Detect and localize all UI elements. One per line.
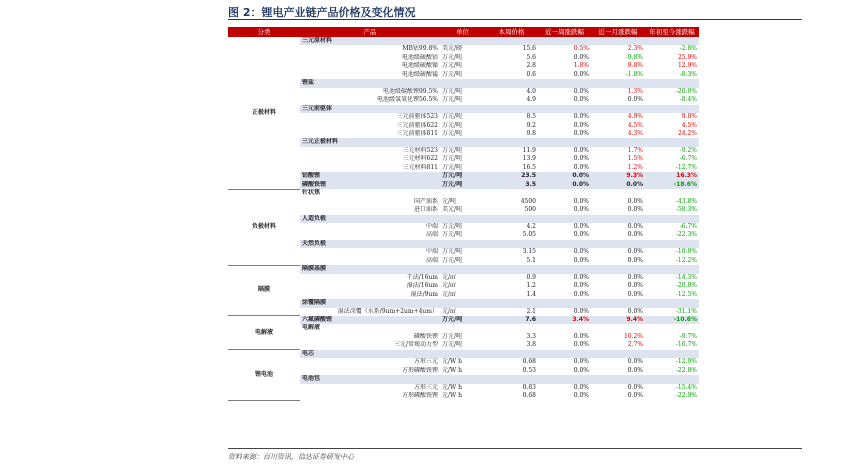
product-cell: 进口油系 xyxy=(413,206,438,214)
month-change-cell: 4.9% xyxy=(627,113,643,121)
product-cell: 锂盐 xyxy=(300,79,440,87)
week-change-cell: 0.0% xyxy=(573,383,589,391)
unit-cell: 万元/吨 xyxy=(442,231,463,239)
month-change-cell: 0.0% xyxy=(627,96,643,104)
price-cell xyxy=(485,37,538,45)
product-cell: 三元材料622 xyxy=(402,155,438,163)
month-change-cell: 1.5% xyxy=(627,155,643,163)
header-month-change: 近一月涨跌幅 xyxy=(591,27,645,37)
product-cell: 三元前驱体523 xyxy=(396,113,438,121)
week-change-cell xyxy=(538,299,591,307)
unit-cell: 万元/吨 xyxy=(442,87,463,95)
ytd-change-cell: -22.3% xyxy=(675,231,697,239)
price-cell: 11.9 xyxy=(522,146,536,154)
price-cell: 0.53 xyxy=(522,366,536,374)
unit-cell: 元/W h xyxy=(442,358,462,366)
product-cell: 天然负极 xyxy=(300,240,440,248)
unit-cell: 万元/吨 xyxy=(442,121,463,129)
month-change-cell: 0.0% xyxy=(627,273,643,281)
ytd-change-cell: -6.7% xyxy=(679,222,697,230)
month-change-cell xyxy=(591,375,645,383)
price-cell: 0.6 xyxy=(526,70,536,78)
price-cell: 9.2 xyxy=(526,121,536,129)
month-change-cell: 1.7% xyxy=(627,146,643,154)
ytd-change-cell: 4.5% xyxy=(681,121,697,129)
price-cell: 4500 xyxy=(520,197,536,205)
week-change-cell: 0.0% xyxy=(573,307,589,315)
price-cell: 3.5 xyxy=(485,181,538,189)
price-cell: 2.8 xyxy=(526,62,536,70)
week-change-cell: 0.0% xyxy=(573,197,589,205)
price-cell: 15.6 xyxy=(522,45,536,53)
week-change-cell: 0.0% xyxy=(573,222,589,230)
week-change-cell: 0.5% xyxy=(573,45,589,53)
price-cell: 5.6 xyxy=(526,53,536,61)
product-cell: 三元/常规动力型 xyxy=(393,341,438,349)
price-cell xyxy=(485,240,538,248)
category-cell: 负极材料 xyxy=(228,189,300,265)
unit-cell: 万元/吨 xyxy=(440,181,485,189)
month-change-cell: 0.0% xyxy=(627,392,643,400)
week-change-cell: 0.0% xyxy=(573,341,589,349)
price-table xyxy=(228,27,699,401)
price-cell: 13.9 xyxy=(522,155,536,163)
ytd-change-cell: 16.3% xyxy=(645,172,699,180)
figure-title: 图 2：锂电产业链产品价格及变化情况 xyxy=(228,6,416,19)
price-cell: 1.4 xyxy=(526,290,536,298)
ytd-change-cell xyxy=(645,265,699,273)
price-cell: 9.8 xyxy=(526,129,536,137)
price-cell xyxy=(485,189,538,197)
product-cell: 磷酸铁锂 xyxy=(300,181,440,189)
ytd-change-cell: -16.7% xyxy=(675,341,697,349)
product-cell: 人造负极 xyxy=(300,215,440,223)
week-change-cell: 0.0% xyxy=(573,273,589,281)
unit-cell xyxy=(440,265,485,273)
month-change-cell: 0.0% xyxy=(627,248,643,256)
month-change-cell: 0.0% xyxy=(627,290,643,298)
product-cell: 干法/16um xyxy=(406,273,438,281)
table-subheader-row xyxy=(228,265,699,273)
week-change-cell: 0.0% xyxy=(573,70,589,78)
month-change-cell: 1.2% xyxy=(627,163,643,171)
unit-cell: 万元/吨 xyxy=(442,155,463,163)
product-cell: 涂覆隔膜 xyxy=(300,299,440,307)
ytd-change-cell xyxy=(645,215,699,223)
month-change-cell xyxy=(591,105,645,113)
category-cell: 隔膜 xyxy=(228,265,300,316)
unit-cell: 万元/吨 xyxy=(442,53,463,61)
table-body xyxy=(228,37,699,400)
product-cell: 三元前驱体811 xyxy=(396,129,438,137)
ytd-change-cell xyxy=(645,375,699,383)
month-change-cell xyxy=(591,215,645,223)
ytd-change-cell: 12.9% xyxy=(677,62,697,70)
price-cell xyxy=(485,265,538,273)
ytd-change-cell xyxy=(645,37,699,45)
unit-cell: 元/㎡ xyxy=(442,282,457,290)
product-cell: 电池级硫酸锰 xyxy=(401,70,438,78)
price-cell xyxy=(485,324,538,332)
week-change-cell xyxy=(538,138,591,146)
unit-cell: 元/㎡ xyxy=(442,290,457,298)
price-cell: 23.5 xyxy=(485,172,538,180)
month-change-cell: 0.0% xyxy=(591,181,645,189)
week-change-cell: 0.0% xyxy=(573,129,589,137)
price-cell: 2.1 xyxy=(526,307,536,315)
product-cell: 高端 xyxy=(425,231,438,239)
month-change-cell: 4.3% xyxy=(627,129,643,137)
unit-cell: 元/W h xyxy=(442,383,462,391)
product-cell: 三元前驱体622 xyxy=(396,121,438,129)
ytd-change-cell xyxy=(645,105,699,113)
header-price: 本周价格 xyxy=(485,27,538,37)
month-change-cell: 0.0% xyxy=(627,256,643,264)
week-change-cell xyxy=(538,79,591,87)
week-change-cell xyxy=(538,324,591,332)
week-change-cell: 0.0% xyxy=(573,392,589,400)
product-cell: 三元原材料 xyxy=(300,37,440,45)
category-cell: 锂电池 xyxy=(228,350,300,401)
product-cell: 磷酸铁锂 xyxy=(413,332,438,340)
unit-cell: 万元/吨 xyxy=(442,256,463,264)
product-cell: 三元材料811 xyxy=(402,163,438,171)
price-cell xyxy=(485,79,538,87)
month-change-cell: 1.3% xyxy=(627,87,643,95)
week-change-cell: 0.0% xyxy=(573,282,589,290)
unit-cell: 元/㎡ xyxy=(442,307,457,315)
header-unit: 单位 xyxy=(440,27,485,37)
week-change-cell: 0.0% xyxy=(573,146,589,154)
ytd-change-cell: -20.0% xyxy=(675,87,697,95)
product-cell: 方形三元 xyxy=(413,358,438,366)
week-change-cell: 0.0% xyxy=(573,231,589,239)
week-change-cell: 0.0% xyxy=(573,96,589,104)
price-cell xyxy=(485,350,538,358)
product-cell: 电池级硫酸钴 xyxy=(401,53,438,61)
week-change-cell xyxy=(538,37,591,45)
product-cell: 中端 xyxy=(425,222,438,230)
ytd-change-cell: 25.9% xyxy=(677,53,697,61)
ytd-change-cell: -12.2% xyxy=(675,256,697,264)
week-change-cell: 0.0% xyxy=(573,290,589,298)
ytd-change-cell: -12.5% xyxy=(675,290,697,298)
month-change-cell: 0.0% xyxy=(627,197,643,205)
header-product: 产品 xyxy=(300,27,440,37)
month-change-cell xyxy=(591,324,645,332)
week-change-cell xyxy=(538,240,591,248)
product-cell: 六氟磷酸锂 xyxy=(300,316,440,324)
unit-cell: 元/㎡ xyxy=(442,273,457,281)
price-cell: 5.1 xyxy=(526,256,536,264)
product-cell: 湿法/9um xyxy=(410,290,438,298)
category-cell: 正极材料 xyxy=(228,37,300,189)
week-change-cell: 0.0% xyxy=(573,121,589,129)
month-change-cell: 0.0% xyxy=(627,222,643,230)
unit-cell: 万元/吨 xyxy=(442,113,463,121)
ytd-change-cell: -9.2% xyxy=(679,146,697,154)
product-cell: 国产油系 xyxy=(413,197,438,205)
price-cell: 5.05 xyxy=(522,231,536,239)
unit-cell: 万元/吨 xyxy=(442,70,463,78)
ytd-change-cell: -31.1% xyxy=(675,307,697,315)
unit-cell xyxy=(440,105,485,113)
product-cell: 高端 xyxy=(425,256,438,264)
product-cell: 三元前驱体 xyxy=(300,105,440,113)
ytd-change-cell: -20.0% xyxy=(675,282,697,290)
ytd-change-cell: 24.2% xyxy=(677,129,697,137)
ytd-change-cell: -18.6% xyxy=(645,181,699,189)
month-change-cell: 9.4% xyxy=(591,316,645,324)
price-cell: 4.9 xyxy=(526,96,536,104)
price-cell xyxy=(485,299,538,307)
price-cell xyxy=(485,215,538,223)
unit-cell: 万元/吨 xyxy=(442,96,463,104)
unit-cell: 万元/吨 xyxy=(442,248,463,256)
product-cell: 三元材料523 xyxy=(402,146,438,154)
price-cell: 4.0 xyxy=(526,87,536,95)
week-change-cell: 0.0% xyxy=(573,155,589,163)
unit-cell: 万元/吨 xyxy=(442,146,463,154)
ytd-change-cell: -22.9% xyxy=(675,392,697,400)
ytd-change-cell: -9.7% xyxy=(679,332,697,340)
ytd-change-cell: -10.0% xyxy=(675,248,697,256)
week-change-cell: 0.0% xyxy=(573,366,589,374)
month-change-cell xyxy=(591,265,645,273)
ytd-change-cell: -8.4% xyxy=(679,96,697,104)
product-cell: 隔膜基膜 xyxy=(300,265,440,273)
ytd-change-cell: -8.3% xyxy=(679,70,697,78)
month-change-cell: 2.3% xyxy=(627,45,643,53)
month-change-cell xyxy=(591,138,645,146)
price-cell: 7.6 xyxy=(485,316,538,324)
unit-cell xyxy=(440,189,485,197)
ytd-change-cell: -12.9% xyxy=(675,358,697,366)
month-change-cell: 0.0% xyxy=(627,366,643,374)
table-subheader-row xyxy=(228,350,699,358)
product-cell: 方形三元 xyxy=(413,383,438,391)
ytd-change-cell: -10.6% xyxy=(645,316,699,324)
month-change-cell: 2.7% xyxy=(627,341,643,349)
unit-cell: 万元/吨 xyxy=(442,222,463,230)
ytd-change-cell xyxy=(645,189,699,197)
price-cell: 500 xyxy=(524,206,536,214)
week-change-cell: 0.0% xyxy=(573,113,589,121)
month-change-cell: 0.0% xyxy=(627,206,643,214)
unit-cell xyxy=(440,240,485,248)
ytd-change-cell: -2.8% xyxy=(679,45,697,53)
price-cell: 3.8 xyxy=(526,341,536,349)
ytd-change-cell: -6.7% xyxy=(679,155,697,163)
product-cell: MB钴99.8% xyxy=(402,45,438,53)
product-cell: 电池级硫酸镍 xyxy=(401,62,438,70)
table-subheader-row xyxy=(228,316,699,324)
unit-cell: 万元/吨 xyxy=(440,172,485,180)
week-change-cell xyxy=(538,265,591,273)
bottom-rule xyxy=(228,448,802,449)
unit-cell xyxy=(440,324,485,332)
week-change-cell: 0.0% xyxy=(538,181,591,189)
table-subheader-row xyxy=(228,37,699,45)
unit-cell: 万元/吨 xyxy=(442,62,463,70)
ytd-change-cell: -43.8% xyxy=(675,197,697,205)
month-change-cell xyxy=(591,79,645,87)
price-cell: 1.2 xyxy=(526,282,536,290)
ytd-change-cell: 9.0% xyxy=(681,113,697,121)
unit-cell xyxy=(440,299,485,307)
ytd-change-cell xyxy=(645,138,699,146)
product-cell: 电池级碳酸锂99.5% xyxy=(382,87,438,95)
price-cell: 0.9 xyxy=(526,273,536,281)
header-week-change: 近一周涨跌幅 xyxy=(538,27,591,37)
product-cell: 电解液 xyxy=(302,324,321,332)
ytd-change-cell: -12.7% xyxy=(675,163,697,171)
unit-cell: 美元/磅 xyxy=(442,45,463,53)
week-change-cell xyxy=(538,350,591,358)
unit-cell: 万元/吨 xyxy=(442,129,463,137)
month-change-cell xyxy=(591,37,645,45)
month-change-cell: -1.8% xyxy=(625,70,643,78)
ytd-change-cell xyxy=(645,299,699,307)
unit-cell xyxy=(440,37,485,45)
month-change-cell: -9.8% xyxy=(625,53,643,61)
ytd-change-cell: -22.8% xyxy=(675,366,697,374)
week-change-cell: 0.0% xyxy=(538,172,591,180)
price-cell: 16.5 xyxy=(522,163,536,171)
price-cell: 3.15 xyxy=(522,248,536,256)
product-cell: 电芯 xyxy=(300,350,440,358)
price-cell: 4.2 xyxy=(526,222,536,230)
month-change-cell xyxy=(591,299,645,307)
product-cell: 湿法涂覆（水系/9um+2um+4um） xyxy=(337,307,438,315)
product-cell: 方形磷酸铁锂 xyxy=(401,392,438,400)
product-cell: 电池级氢氧化锂56.5% xyxy=(376,96,438,104)
source-note: 资料来源：百川资讯，信达证券研发中心 xyxy=(228,453,354,461)
ytd-change-cell xyxy=(645,350,699,358)
week-change-cell: 0.0% xyxy=(573,87,589,95)
week-change-cell: 0.0% xyxy=(573,256,589,264)
price-cell xyxy=(485,375,538,383)
week-change-cell xyxy=(538,215,591,223)
unit-cell: 元/W h xyxy=(442,366,462,374)
unit-cell: 万元/吨 xyxy=(440,316,485,324)
unit-cell: 万元/吨 xyxy=(442,332,463,340)
month-change-cell: 0.0% xyxy=(627,307,643,315)
ytd-change-cell: -14.3% xyxy=(675,273,697,281)
unit-cell: 美元/吨 xyxy=(442,206,463,214)
week-change-cell xyxy=(538,105,591,113)
price-cell: 8.5 xyxy=(526,113,536,121)
product-cell: 电池包 xyxy=(300,375,440,383)
unit-cell: 万元/吨 xyxy=(442,163,463,171)
week-change-cell xyxy=(538,189,591,197)
unit-cell xyxy=(440,138,485,146)
month-change-cell xyxy=(591,350,645,358)
price-cell: 0.83 xyxy=(522,383,536,391)
price-cell xyxy=(485,105,538,113)
week-change-cell: 0.0% xyxy=(573,206,589,214)
price-cell: 0.68 xyxy=(522,358,536,366)
unit-cell xyxy=(440,350,485,358)
table-header xyxy=(228,27,699,37)
product-cell: 中端 xyxy=(425,248,438,256)
month-change-cell xyxy=(591,240,645,248)
title-rule xyxy=(228,19,802,20)
price-cell xyxy=(485,138,538,146)
month-change-cell xyxy=(591,189,645,197)
product-cell: 方形磷酸铁锂 xyxy=(401,366,438,374)
month-change-cell: 9.3% xyxy=(591,172,645,180)
header-category: 分类 xyxy=(228,27,300,37)
unit-cell: 元/吨 xyxy=(442,197,457,205)
month-change-cell: 0.0% xyxy=(627,358,643,366)
week-change-cell: 0.0% xyxy=(573,358,589,366)
week-change-cell xyxy=(538,375,591,383)
month-change-cell: 4.5% xyxy=(627,121,643,129)
table-subheader-row xyxy=(228,189,699,197)
unit-cell xyxy=(440,215,485,223)
unit-cell xyxy=(440,79,485,87)
unit-cell xyxy=(440,375,485,383)
product-cell: 湿法/16um xyxy=(406,282,438,290)
week-change-cell: 0.0% xyxy=(573,53,589,61)
category-cell: 电解液 xyxy=(228,316,300,350)
product-cell: 钴酸锂 xyxy=(300,172,440,180)
week-change-cell: 3.4% xyxy=(538,316,591,324)
week-change-cell: 0.0% xyxy=(573,248,589,256)
month-change-cell: 0.0% xyxy=(627,282,643,290)
unit-cell: 元/W h xyxy=(442,392,462,400)
ytd-change-cell: -15.4% xyxy=(675,383,697,391)
month-change-cell: 9.8% xyxy=(627,62,643,70)
header-ytd-change: 年初至今涨跌幅 xyxy=(645,27,699,37)
month-change-cell: 0.0% xyxy=(627,231,643,239)
month-change-cell: 10.2% xyxy=(623,332,643,340)
month-change-cell: 0.0% xyxy=(627,383,643,391)
week-change-cell: 1.8% xyxy=(573,62,589,70)
ytd-change-cell xyxy=(645,324,699,332)
ytd-change-cell xyxy=(645,240,699,248)
unit-cell: 万元/吨 xyxy=(442,341,463,349)
week-change-cell: 0.0% xyxy=(573,332,589,340)
price-cell: 0.68 xyxy=(522,392,536,400)
week-change-cell: 0.0% xyxy=(573,163,589,171)
product-cell: 三元正极材料 xyxy=(300,138,440,146)
product-cell: 针状焦 xyxy=(302,189,321,197)
ytd-change-cell xyxy=(645,79,699,87)
ytd-change-cell: -58.3% xyxy=(675,206,697,214)
price-cell: 3.3 xyxy=(526,332,536,340)
